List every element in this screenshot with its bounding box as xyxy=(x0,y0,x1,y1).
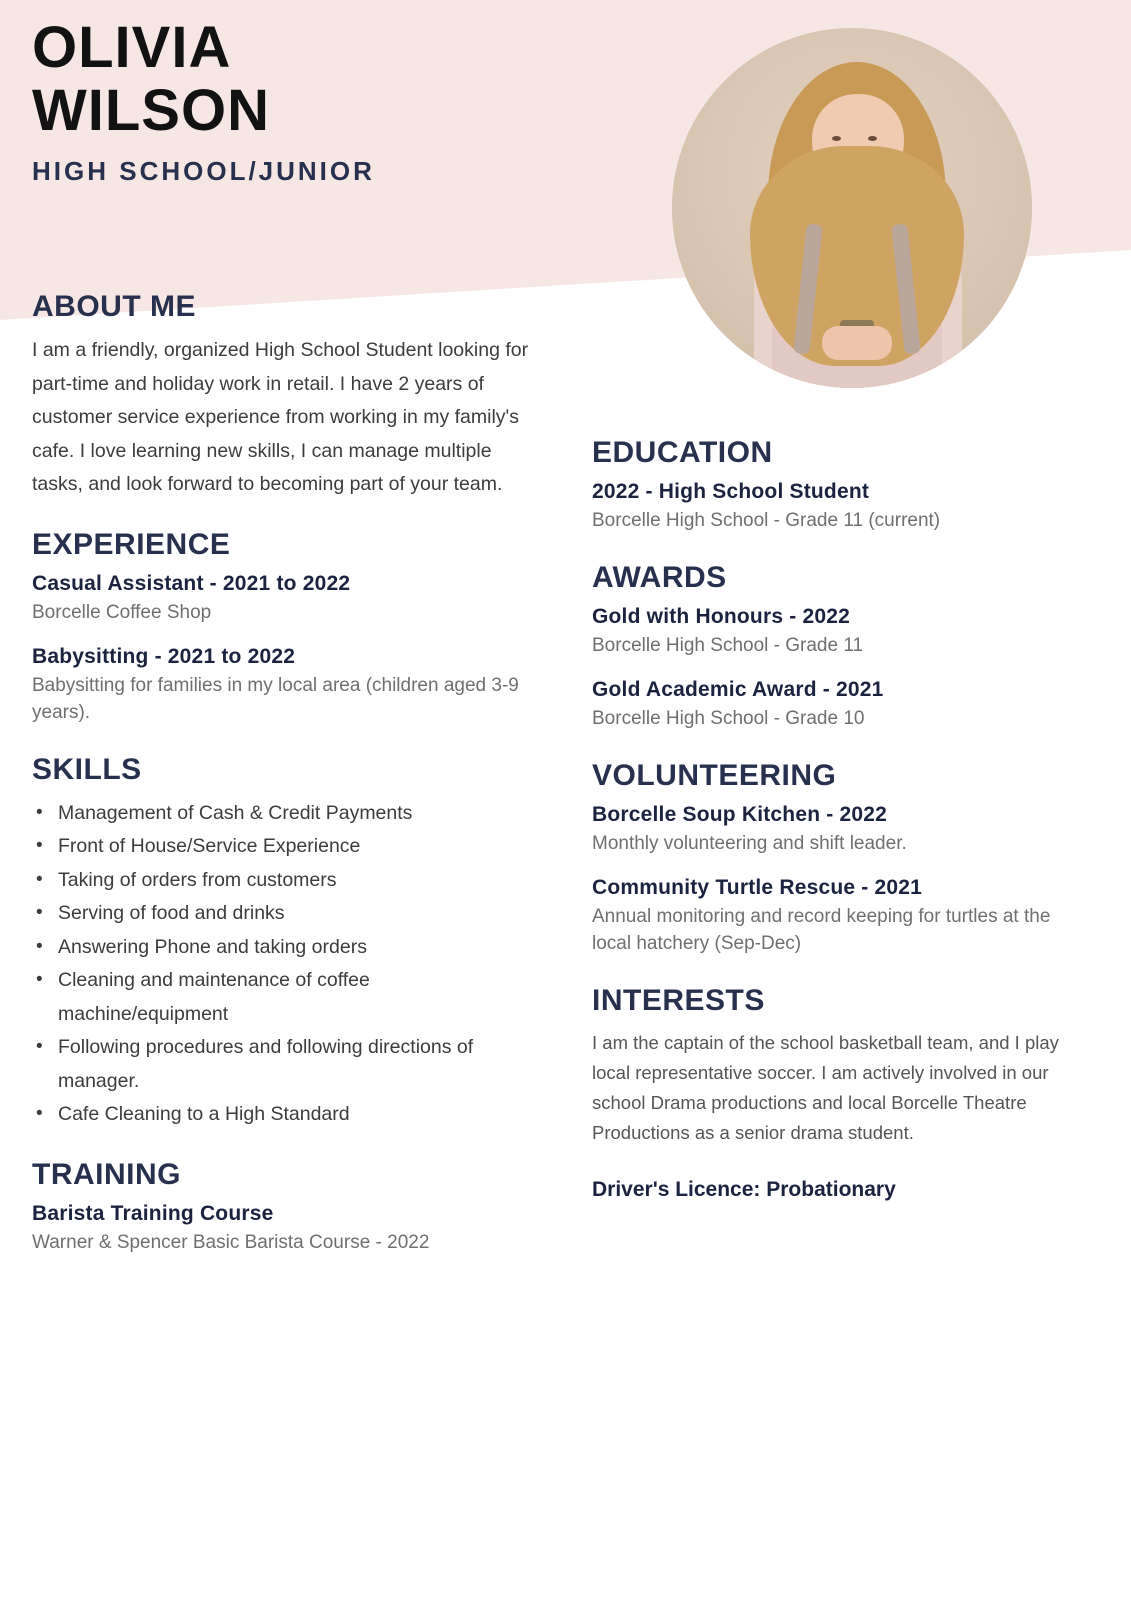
portrait-eye-left xyxy=(832,136,841,141)
first-name: OLIVIA xyxy=(32,15,232,80)
interests-title: INTERESTS xyxy=(592,983,765,1017)
list-item: • Cafe Cleaning to a High Standard xyxy=(58,1098,532,1132)
awards-entry-heading: Gold with Honours - 2022 xyxy=(592,604,850,628)
last-name: WILSON xyxy=(32,77,270,143)
experience-entry-heading: Babysitting - 2021 to 2022 xyxy=(32,644,296,668)
awards-title: AWARDS xyxy=(592,560,727,594)
education-title: EDUCATION xyxy=(592,436,773,469)
skills-list xyxy=(32,797,532,1132)
avatar xyxy=(672,28,1032,388)
training-title: TRAINING xyxy=(32,1157,181,1191)
awards-entry xyxy=(592,605,1062,660)
awards-entry xyxy=(592,678,1062,733)
list-item: • Answering Phone and taking orders xyxy=(58,931,532,965)
drivers-licence-status: Driver's Licence: Probationary xyxy=(592,1177,896,1201)
volunteering-title: VOLUNTEERING xyxy=(592,758,837,792)
job-role-subtitle: HIGH SCHOOL/JUNIOR xyxy=(32,155,375,186)
training-entry-heading: Barista Training Course xyxy=(32,1201,274,1225)
section-interests xyxy=(592,984,1062,1148)
experience-title: EXPERIENCE xyxy=(32,527,231,561)
section-training xyxy=(32,1158,532,1257)
volunteering-entry-sub: Annual monitoring and record keeping for turtles at the local hatchery (Sep-Dec) xyxy=(592,905,1051,954)
portrait-eye-right xyxy=(868,136,877,141)
list-item: • Serving of food and drinks xyxy=(58,897,532,931)
header-name-block xyxy=(32,15,375,187)
awards-entry-sub: Borcelle High School - Grade 11 xyxy=(592,634,864,656)
section-awards xyxy=(592,561,1062,733)
volunteering-entry xyxy=(592,876,1062,958)
experience-entry xyxy=(32,572,532,627)
education-entry-heading: 2022 - High School Student xyxy=(592,480,870,503)
education-entry-sub: Borcelle High School - Grade 11 (current) xyxy=(592,510,941,531)
section-volunteering xyxy=(592,759,1062,958)
experience-entry-heading: Casual Assistant - 2021 to 2022 xyxy=(32,571,351,595)
experience-entry-sub: Borcelle Coffee Shop xyxy=(32,601,212,623)
about-me-title: ABOUT ME xyxy=(32,290,196,323)
skills-title: SKILLS xyxy=(32,752,142,786)
list-item: • Taking of orders from customers xyxy=(58,864,532,898)
education-entry xyxy=(592,480,1062,535)
list-item: • Cleaning and maintenance of coffee machine/equipment xyxy=(58,964,532,1031)
list-item: • Front of House/Service Experience xyxy=(58,830,532,864)
volunteering-entry-heading: Community Turtle Rescue - 2021 xyxy=(592,875,923,899)
volunteering-entry-sub: Monthly volunteering and shift leader. xyxy=(592,832,907,854)
awards-entry-sub: Borcelle High School - Grade 10 xyxy=(592,707,865,729)
left-column xyxy=(32,290,532,1283)
experience-entry xyxy=(32,645,532,727)
volunteering-entry-heading: Borcelle Soup Kitchen - 2022 xyxy=(592,802,888,826)
section-experience xyxy=(32,528,532,727)
list-item: • Following procedures and following directions of manager. xyxy=(58,1031,532,1098)
experience-entry-sub: Babysitting for families in my local area (children aged 3-9 years). xyxy=(32,674,519,723)
portrait-illustration xyxy=(672,28,1032,388)
training-entry-sub: Warner & Spencer Basic Barista Course - 2022 xyxy=(32,1231,430,1253)
right-column xyxy=(592,436,1062,1202)
section-education xyxy=(592,436,1062,535)
about-me-text: I am a friendly, organized High School Student looking for part-time and holiday work in retail. I have 2 years of customer service experience from working in my family's cafe. I love learning new skills, I can manage multiple tasks, and look forward to becoming part of your team. xyxy=(32,339,529,496)
portrait-hands xyxy=(822,326,892,360)
interests-text: I am the captain of the school basketball team, and I play local representative soccer. I am actively involved in our school Drama productions and local Borcelle Theatre Productions as a senior drama student. xyxy=(592,1031,1059,1143)
awards-entry-heading: Gold Academic Award - 2021 xyxy=(592,677,884,701)
section-about-me xyxy=(32,290,532,502)
training-entry xyxy=(32,1202,532,1257)
volunteering-entry xyxy=(592,803,1062,858)
list-item: • Management of Cash & Credit Payments xyxy=(58,797,532,831)
section-skills xyxy=(32,753,532,1132)
